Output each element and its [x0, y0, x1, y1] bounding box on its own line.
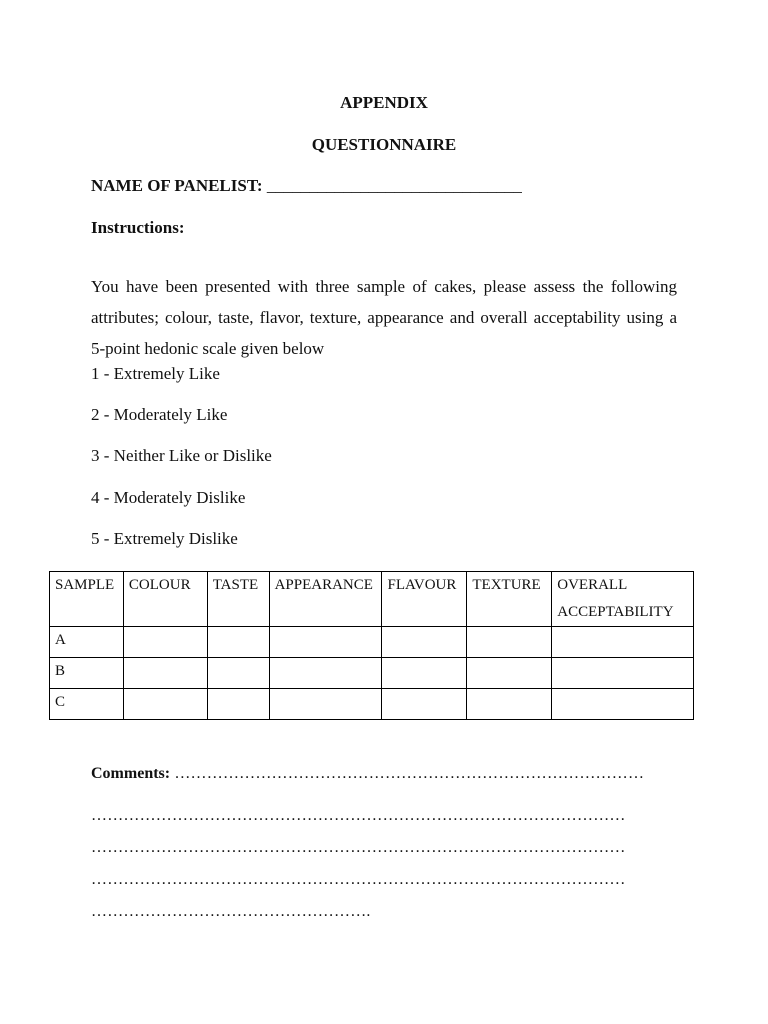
panelist-line — [91, 176, 522, 196]
rating-cell-overall[interactable] — [552, 689, 694, 720]
rating-cell-appearance[interactable] — [269, 627, 382, 658]
rating-cell-flavour[interactable] — [382, 627, 467, 658]
rating-cell-colour[interactable] — [123, 689, 207, 720]
header-overall-acceptability — [552, 572, 694, 627]
header-colour: COLOUR — [123, 572, 207, 627]
sample-label: B — [50, 658, 124, 689]
header-acceptability: ACCEPTABILITY — [557, 604, 674, 620]
comments-line-3[interactable]: ……………………………………………………………………………………… — [91, 839, 626, 856]
scale-item-1: 1 - Extremely Like — [91, 364, 220, 383]
sample-label: C — [50, 689, 124, 720]
table-row — [50, 627, 694, 658]
header-flavour: FLAVOUR — [382, 572, 467, 627]
page-subheading: QUESTIONNAIRE — [311, 135, 457, 154]
table-header-row — [50, 572, 694, 627]
rating-cell-flavour[interactable] — [382, 658, 467, 689]
scale-item-2: 2 - Moderately Like — [91, 405, 228, 424]
rating-cell-overall[interactable] — [552, 627, 694, 658]
comments-line-1[interactable] — [91, 763, 644, 783]
header-sample: SAMPLE — [50, 572, 124, 627]
rating-cell-texture[interactable] — [467, 689, 552, 720]
panelist-label: NAME OF PANELIST: — [91, 176, 263, 195]
header-texture: TEXTURE — [467, 572, 552, 627]
panelist-blank[interactable]: ______________________________ — [266, 176, 522, 195]
scale-item-5: 5 - Extremely Dislike — [91, 529, 238, 548]
rating-cell-texture[interactable] — [467, 627, 552, 658]
comments-label: Comments: — [91, 765, 171, 782]
rating-cell-texture[interactable] — [467, 658, 552, 689]
rating-cell-taste[interactable] — [207, 658, 269, 689]
rating-cell-colour[interactable] — [123, 627, 207, 658]
header-taste: TASTE — [207, 572, 269, 627]
table-row — [50, 689, 694, 720]
sample-label: A — [50, 627, 124, 658]
instructions-text: You have been presented with three sample of cakes, please assess the following attributes; colour, taste, flavor, texture, appearance and overall acceptability using a 5-point hedonic scale given below — [91, 277, 677, 358]
header-appearance: APPEARANCE — [269, 572, 382, 627]
rating-cell-taste[interactable] — [207, 627, 269, 658]
header-overall: OVERALL — [557, 577, 628, 593]
scale-item-4: 4 - Moderately Dislike — [91, 488, 246, 507]
rating-cell-taste[interactable] — [207, 689, 269, 720]
rating-cell-overall[interactable] — [552, 658, 694, 689]
comments-dots: …………………………………………………………………………… — [174, 765, 645, 782]
rating-cell-flavour[interactable] — [382, 689, 467, 720]
rating-cell-colour[interactable] — [123, 658, 207, 689]
rating-cell-appearance[interactable] — [269, 689, 382, 720]
rating-cell-appearance[interactable] — [269, 658, 382, 689]
scale-item-3: 3 - Neither Like or Dislike — [91, 446, 272, 465]
instructions-label: Instructions: — [91, 218, 185, 237]
comments-line-2[interactable]: ……………………………………………………………………………………… — [91, 807, 626, 824]
comments-line-4[interactable]: ……………………………………………………………………………………… — [91, 871, 626, 888]
table-row — [50, 658, 694, 689]
rating-table — [49, 571, 694, 720]
comments-line-5[interactable]: ……………………………………………. — [91, 903, 371, 920]
page-heading: APPENDIX — [340, 93, 428, 112]
